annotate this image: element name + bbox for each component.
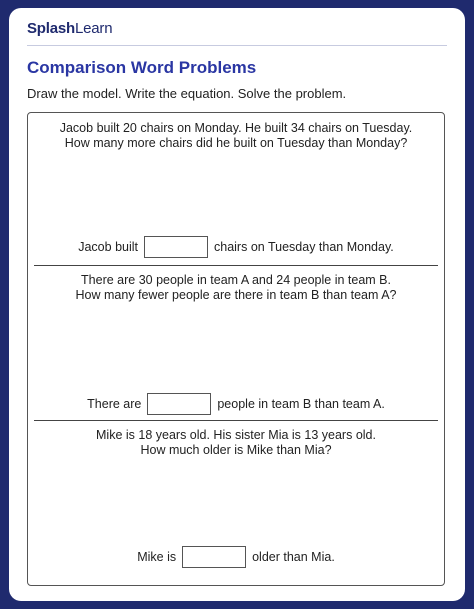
worksheet-instructions: Draw the model. Write the equation. Solve the problem. — [27, 86, 347, 101]
splashlearn-logo — [27, 20, 112, 37]
problem-1-text — [28, 121, 444, 151]
problem-1-line-1: Jacob built 20 chairs on Monday. He built 34 chairs on Tuesday. — [59, 121, 413, 135]
worksheet-title: Comparison Word Problems — [27, 58, 257, 77]
worksheet-page — [9, 8, 465, 601]
problem-1-line-2: How many more chairs did he built on Tuesday than Monday? — [64, 136, 408, 150]
problem-2-answer-prefix: There are — [87, 397, 142, 411]
problem-2-line-1: There are 30 people in team A and 24 people in team B. — [81, 273, 391, 287]
problem-2-text — [28, 273, 444, 303]
problem-3-text — [28, 428, 444, 458]
problem-divider-1 — [34, 265, 438, 266]
problem-2-answer — [28, 393, 444, 415]
problem-3-line-2: How much older is Mike than Mia? — [140, 443, 332, 457]
problem-3-answer-suffix: older than Mia. — [252, 550, 335, 564]
header-divider — [27, 45, 447, 46]
problem-2-answer-suffix: people in team B than team A. — [217, 397, 385, 411]
logo-text-light: Learn — [74, 20, 113, 37]
problem-divider-2 — [34, 420, 438, 421]
problem-3-line-1: Mike is 18 years old. His sister Mia is 13 years old. — [96, 428, 376, 442]
problem-3-answer-prefix: Mike is — [137, 550, 177, 564]
problem-2 — [28, 273, 444, 303]
problem-1-answer-prefix: Jacob built — [78, 240, 138, 254]
problem-2-answer-box[interactable] — [147, 393, 211, 415]
problem-1-answer — [28, 236, 444, 258]
problem-1-answer-suffix: chairs on Tuesday than Monday. — [214, 240, 394, 254]
problems-box — [27, 112, 445, 586]
problem-3-answer-box[interactable] — [182, 546, 246, 568]
problem-1-answer-box[interactable] — [144, 236, 208, 258]
logo-text-bold: Splash — [27, 20, 75, 37]
problem-2-line-2: How many fewer people are there in team B than team A? — [75, 288, 397, 302]
problem-3-answer — [28, 546, 444, 568]
problem-1 — [28, 121, 444, 151]
problem-3 — [28, 428, 444, 458]
